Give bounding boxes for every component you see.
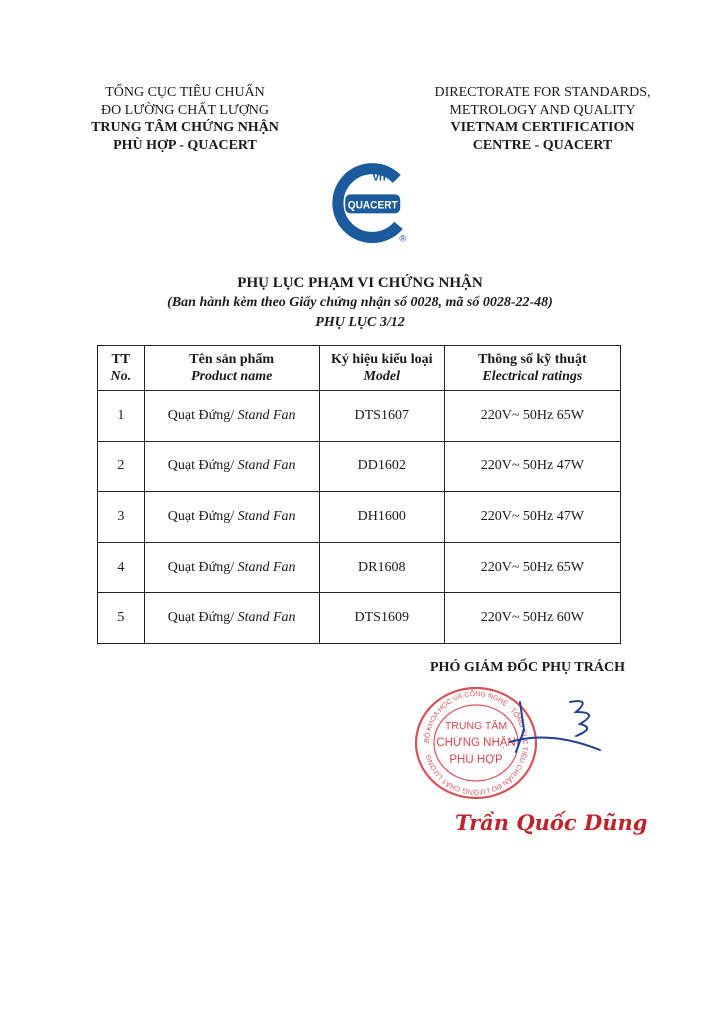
cell-no: 1: [98, 391, 145, 442]
cell-model: DTS1607: [319, 391, 444, 442]
cell-model: DTS1609: [319, 593, 444, 644]
header-left: [40, 84, 330, 154]
col-name-header: Tên sản phẩm Product name: [144, 346, 319, 391]
cell-name: Quạt Đứng/ Stand Fan: [144, 391, 319, 442]
handwritten-signature: [500, 690, 610, 760]
table-row: [98, 441, 621, 492]
document-subtitle: (Ban hành kèm theo Giấy chứng nhận số 0028, mã số 0028-22-48): [167, 295, 553, 310]
cell-rating: 220V~ 50Hz 47W: [444, 492, 620, 543]
header-left-line4: PHÙ HỢP - QUACERT: [113, 137, 257, 153]
header-right-line2: METROLOGY AND QUALITY: [449, 102, 636, 118]
cell-rating: 220V~ 50Hz 60W: [444, 593, 620, 644]
stamp-line1: TRUNG TÂM: [444, 720, 508, 732]
header-right-line1: DIRECTORATE FOR STANDARDS,: [434, 85, 651, 100]
stamp-ring-text: BỘ KHOA HỌC VÀ CÔNG NGHỆ · TỔNG CỤC TIÊU CHUẨN ĐO LƯỜNG CHẤT LƯỢNG ·: [423, 690, 529, 796]
cell-name: Quạt Đứng/ Stand Fan: [144, 542, 319, 593]
cell-model: DD1602: [319, 441, 444, 492]
cell-model: DH1600: [319, 492, 444, 543]
header-right-line4: CENTRE - QUACERT: [472, 137, 613, 153]
col-rating-header: Thông số kỹ thuật Electrical ratings: [444, 346, 620, 391]
document-title: PHỤ LỤC PHẠM VI CHỨNG NHẬN: [237, 275, 483, 291]
cell-name: Quạt Đứng/ Stand Fan: [144, 593, 319, 644]
cell-no: 2: [98, 441, 145, 492]
header-right-line3: VIETNAM CERTIFICATION: [450, 120, 635, 135]
appendix-label: PHỤ LỤC 3/12: [315, 315, 405, 330]
table-row: [98, 593, 621, 644]
cell-rating: 220V~ 50Hz 65W: [444, 391, 620, 442]
product-table: [97, 345, 621, 644]
col-no-header: TT No.: [98, 346, 145, 391]
cell-no: 5: [98, 593, 145, 644]
cell-model: DR1608: [319, 542, 444, 593]
signatory-role: PHÓ GIÁM ĐỐC PHỤ TRÁCH: [430, 660, 625, 675]
stamp-line3: PHÙ HỢP: [449, 754, 503, 766]
cell-name: Quạt Đứng/ Stand Fan: [144, 492, 319, 543]
logo-registered: ®: [399, 233, 407, 245]
table-row: [98, 542, 621, 593]
quacert-logo: [328, 160, 414, 246]
signatory-name: Trần Quốc Dũng: [455, 810, 648, 835]
header-left-line3: TRUNG TÂM CHỨNG NHẬN: [91, 120, 279, 135]
table-row: [98, 492, 621, 543]
cell-rating: 220V~ 50Hz 47W: [444, 441, 620, 492]
col-model-header: Ký hiệu kiểu loại Model: [319, 346, 444, 391]
cell-name: Quạt Đứng/ Stand Fan: [144, 441, 319, 492]
header-right: [400, 84, 685, 154]
cell-no: 3: [98, 492, 145, 543]
logo-vn: vn: [372, 171, 386, 184]
cell-rating: 220V~ 50Hz 65W: [444, 542, 620, 593]
logo-text: QUACERT: [347, 199, 398, 212]
header-left-line1: TỔNG CỤC TIÊU CHUẨN: [105, 85, 265, 100]
stamp-line2: CHỨNG NHẬN: [436, 737, 516, 749]
table-header-row: [98, 346, 621, 391]
cell-no: 4: [98, 542, 145, 593]
header-left-line2: ĐO LƯỜNG CHẤT LƯỢNG: [100, 102, 270, 118]
table-row: [98, 391, 621, 442]
